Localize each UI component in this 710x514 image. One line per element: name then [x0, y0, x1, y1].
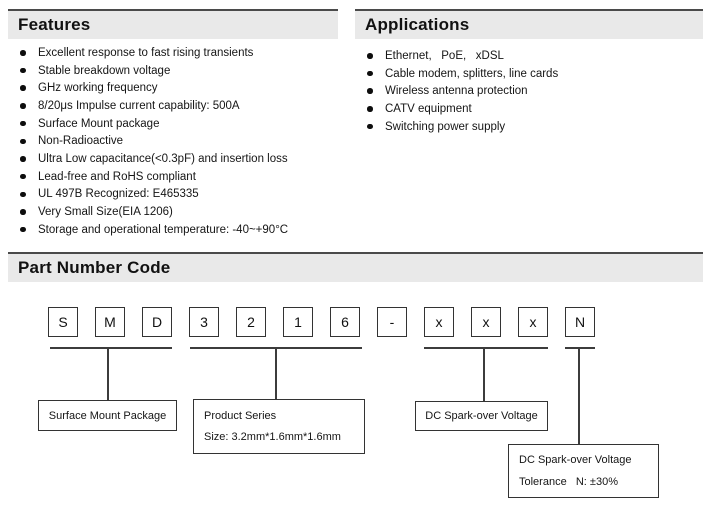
application-text: CATV equipment — [385, 102, 472, 115]
list-item — [8, 97, 338, 115]
bullet-icon — [20, 139, 26, 145]
feature-text: Ultra Low capacitance(<0.3pF) and insertion loss — [38, 152, 288, 165]
bullet-icon — [20, 227, 26, 233]
group-underline — [424, 347, 548, 349]
part-number-code-title: Part Number Code — [18, 258, 171, 277]
bullet-icon — [20, 50, 26, 56]
connector-line — [275, 348, 277, 399]
connector-line — [483, 348, 485, 401]
code-box: 6 — [330, 307, 360, 337]
group-underline — [190, 347, 362, 349]
bullet-icon — [20, 156, 26, 162]
code-box: 1 — [283, 307, 313, 337]
features-list — [8, 44, 338, 239]
bullet-icon — [20, 209, 26, 215]
applications-header — [355, 9, 703, 39]
list-item — [8, 62, 338, 80]
bullet-icon — [20, 68, 26, 74]
label-dc-spark-over-voltage — [415, 401, 548, 431]
label-text: DC Spark-over Voltage — [425, 410, 538, 422]
bullet-icon — [20, 85, 26, 91]
features-title: Features — [18, 15, 91, 34]
bullet-icon — [367, 71, 373, 77]
list-item — [8, 150, 338, 168]
code-box: 3 — [189, 307, 219, 337]
label-text: Product Series — [204, 409, 277, 422]
feature-text: Non-Radioactive — [38, 135, 124, 148]
applications-list — [355, 47, 703, 135]
feature-text: Storage and operational temperature: -40~+90°C — [38, 223, 289, 236]
group-underline — [565, 347, 595, 349]
bullet-icon — [367, 88, 373, 94]
code-box: x — [471, 307, 501, 337]
feature-text: Very Small Size(EIA 1206) — [38, 206, 173, 219]
connector-line — [578, 348, 580, 444]
bullet-icon — [367, 106, 373, 112]
label-text: DC Spark-over Voltage — [519, 454, 632, 467]
list-item — [355, 82, 703, 100]
list-item — [8, 168, 338, 186]
code-box: x — [518, 307, 548, 337]
code-box: M — [95, 307, 125, 337]
feature-text: 8/20μs Impulse current capability: 500A — [38, 99, 240, 112]
code-box: D — [142, 307, 172, 337]
list-item — [8, 203, 338, 221]
list-item — [8, 132, 338, 150]
bullet-icon — [367, 53, 373, 59]
application-text: Cable modem, splitters, line cards — [385, 67, 559, 80]
code-box: - — [377, 307, 407, 337]
feature-text: Excellent response to fast rising transients — [38, 46, 254, 59]
list-item — [8, 186, 338, 204]
application-text: Wireless antenna protection — [385, 85, 528, 98]
label-text: Surface Mount Package — [48, 409, 167, 422]
list-item — [355, 100, 703, 118]
feature-text: UL 497B Recognized: E465335 — [38, 188, 199, 201]
group-underline — [50, 347, 172, 349]
feature-text: Stable breakdown voltage — [38, 64, 171, 77]
label-dc-spark-over-tolerance — [508, 444, 659, 498]
applications-title: Applications — [365, 15, 470, 34]
bullet-icon — [367, 124, 373, 130]
features-header — [8, 9, 338, 39]
code-box: S — [48, 307, 78, 337]
label-text: Size: 3.2mm*1.6mm*1.6mm — [204, 431, 341, 444]
label-product-series — [193, 399, 365, 454]
application-text: Switching power supply — [385, 120, 506, 133]
application-text: Ethernet, PoE, xDSL — [385, 49, 504, 62]
bullet-icon — [20, 121, 26, 127]
feature-text: Lead-free and RoHS compliant — [38, 170, 196, 183]
bullet-icon — [20, 174, 26, 180]
list-item — [355, 47, 703, 65]
label-surface-mount-package — [38, 400, 177, 431]
feature-text: GHz working frequency — [38, 82, 158, 95]
part-number-code-header — [8, 252, 703, 282]
code-box: N — [565, 307, 595, 337]
list-item — [8, 221, 338, 239]
label-text: Tolerance N: ±30% — [519, 475, 618, 488]
list-item — [355, 118, 703, 136]
list-item — [8, 115, 338, 133]
bullet-icon — [20, 192, 26, 198]
connector-line — [107, 348, 109, 400]
feature-text: Surface Mount package — [38, 117, 160, 130]
bullet-icon — [20, 103, 26, 109]
list-item — [8, 44, 338, 62]
list-item — [8, 79, 338, 97]
list-item — [355, 65, 703, 83]
code-box: x — [424, 307, 454, 337]
code-box: 2 — [236, 307, 266, 337]
